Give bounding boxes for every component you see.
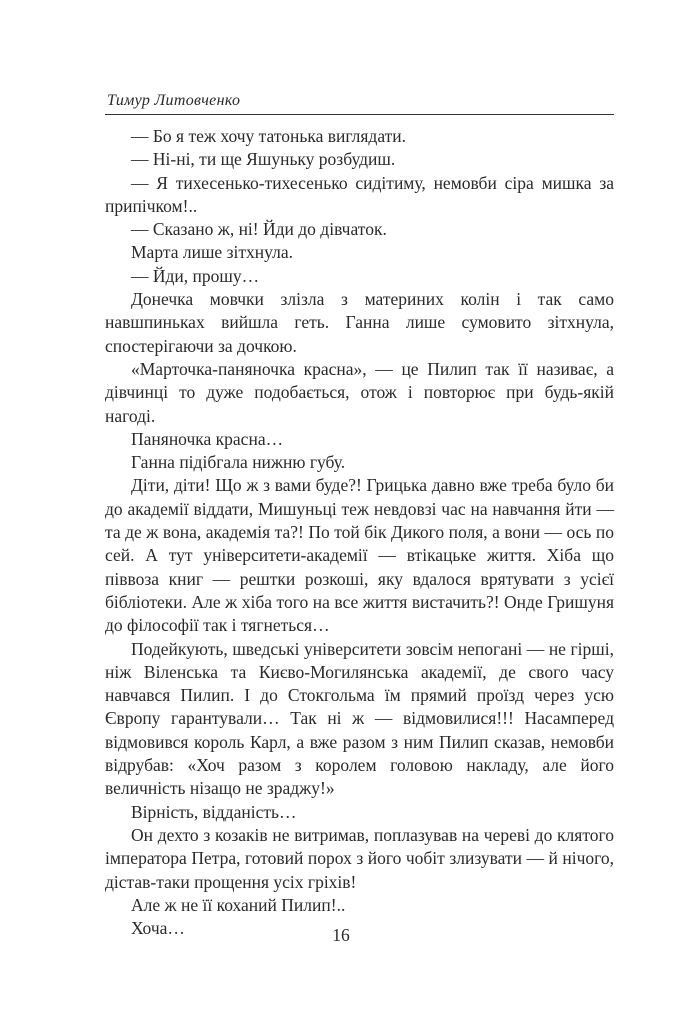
paragraph: — Сказано ж, ні! Йди до дівчаток. xyxy=(131,219,387,240)
paragraph: «Марточка-паняночка красна», — це Пилип так її називає, а дівчинці то дуже подобається, отож і повторює при будь-якій нагоді. xyxy=(105,358,614,426)
paragraph: Діти, діти! Що ж з вами буде?! Грицька давно вже треба було би до академії віддати, Мишуньці теж невдовзі час на навчання йти — та де ж вона, академія та?! По той бік Дикого поля, а вони — ось по сей. А тут університети-академії — втікацьке життя. Хіба що піввоза книг — рештки розкоші, яку вдалося врятувати з усієї бібліотеки. Але ж хіба того на все життя вистачить?! Онде Гришуня до філософії так і тягнеться… xyxy=(105,475,614,636)
paragraph: — Я тихесенько-тихесенько сидітиму, немовби сіра мишка за припічком!.. xyxy=(105,172,614,216)
body-text xyxy=(105,125,614,940)
paragraph: Хоча… xyxy=(131,918,185,939)
header-author: Тимур Литовченко xyxy=(107,92,241,109)
page-number: 16 xyxy=(332,925,350,945)
paragraph: — Бо я теж хочу татонька виглядати. xyxy=(131,126,407,146)
paragraph: Он дехто з козаків не витримав, поплазував на череві до клятого імператора Петра, готовий порох з його чобіт злизувати — й нічого, дістав-таки прощення усіх гріхів! xyxy=(105,824,614,892)
paragraph: Марта лише зітхнула. xyxy=(131,242,293,263)
running-header xyxy=(105,92,614,115)
paragraph: Паняночка красна… xyxy=(131,428,284,449)
paragraph: — Йди, прошу… xyxy=(131,265,260,286)
paragraph: Але ж не її коханий Пилип!.. xyxy=(131,894,346,915)
paragraph: Подейкують, шведські університети зовсім непогані — не гірші, ніж Віленська та Києво-Могилянська академії, де свого часу навчався Пилип. І до Стокгольма їм прямий проїзд через усю Європу гарантували… Так ні ж — відмовилися!!! Насамперед відмовився король Карл, а вже разом з ним Пилип сказав, немовби відрубав: «Хоч разом з королем головою накладу, але його величність нізащо не зраджу!» xyxy=(105,638,614,799)
paragraph: Донечка мовчки злізла з материних колін і так само навшпиньках вийшла геть. Ганна лише сумовито зітхнула, спостерігаючи за дочкою. xyxy=(105,289,614,356)
paragraph: Ганна підібгала нижню губу. xyxy=(131,452,346,473)
paragraph: Вірність, відданість… xyxy=(131,801,297,822)
paragraph: — Ні-ні, ти ще Яшуньку розбудиш. xyxy=(131,149,396,170)
